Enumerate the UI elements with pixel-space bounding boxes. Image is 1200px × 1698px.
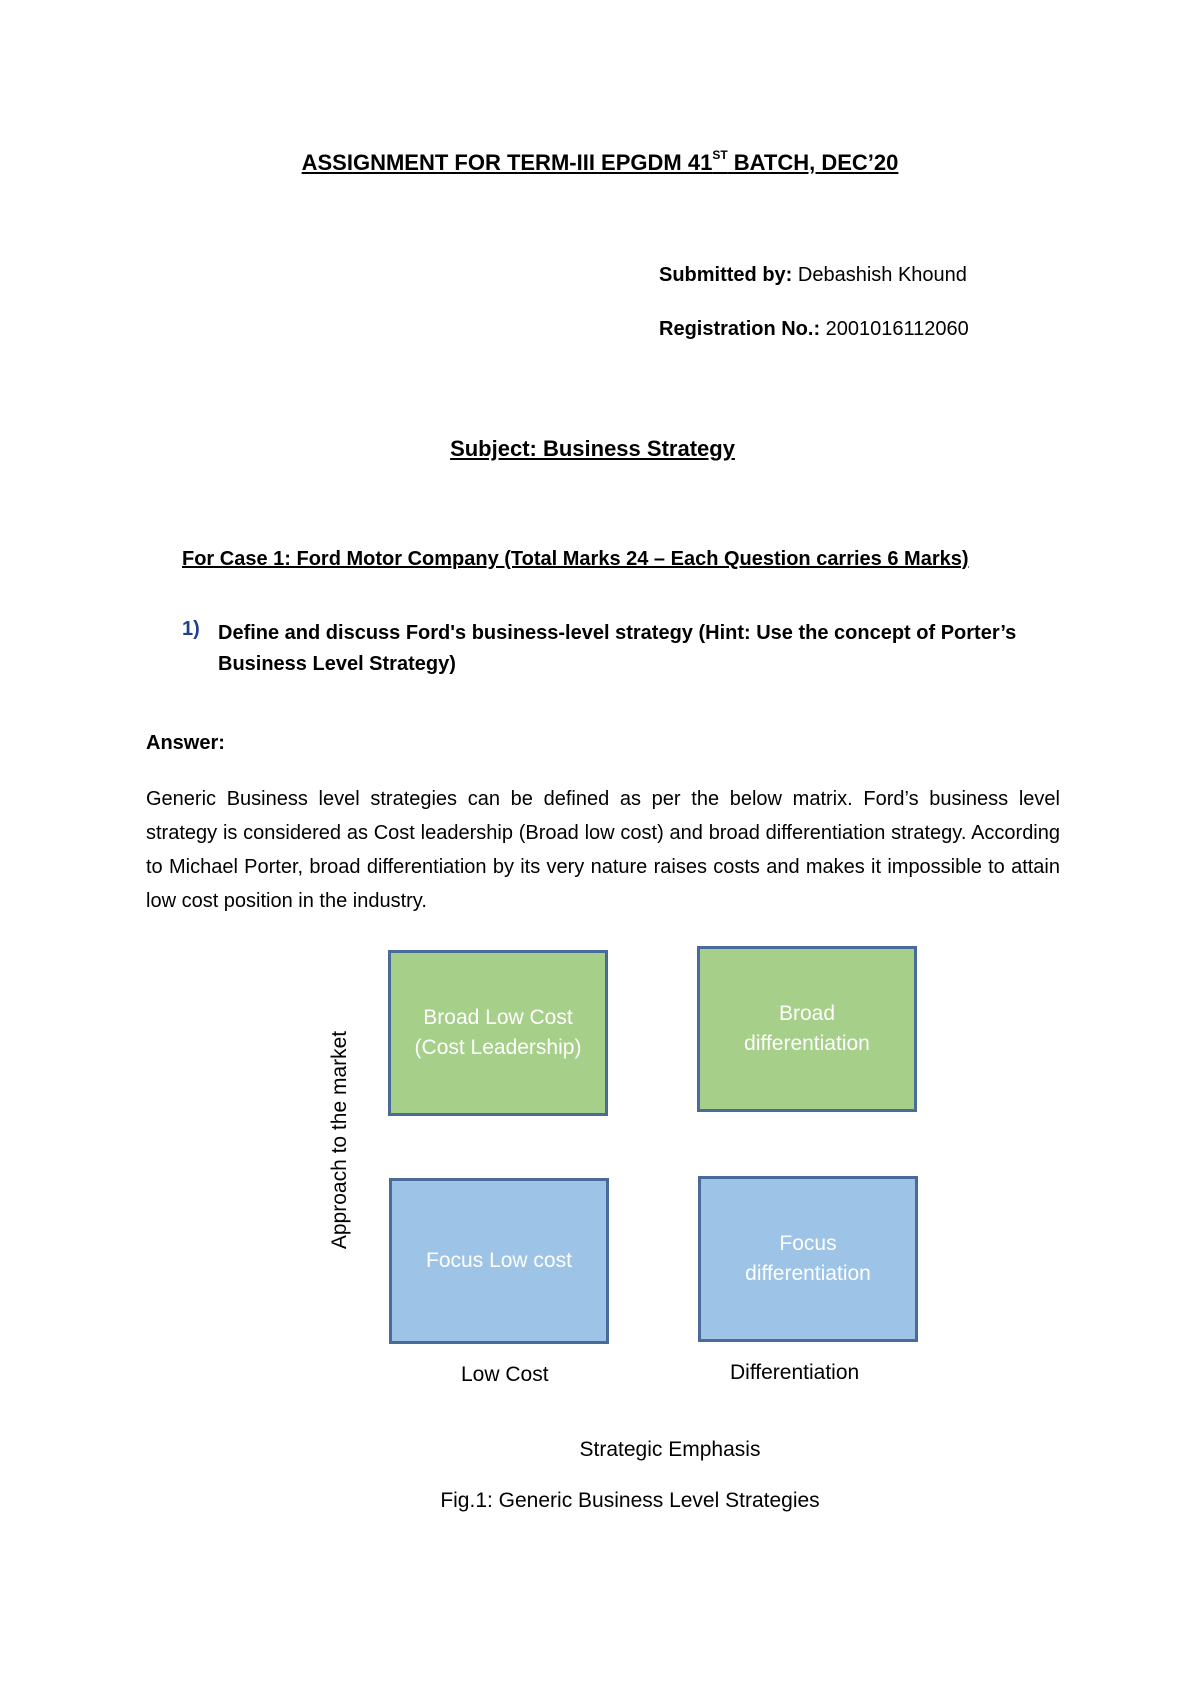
box-broad-differentiation <box>697 946 917 1112</box>
x-axis-label: Strategic Emphasis <box>579 1438 761 1461</box>
title-superscript: ST <box>712 148 728 162</box>
box-focus-differentiation-label: Focus differentiation <box>745 1232 871 1285</box>
box-focus-low-cost <box>389 1178 609 1344</box>
registration-value: 2001016112060 <box>820 318 969 340</box>
title-prefix: ASSIGNMENT FOR TERM-III EPGDM 41 <box>301 150 713 175</box>
answer-paragraph: Generic Business level strategies can be defined as per the below matrix. Ford’s business level strategy is considered as Cost leadership (Broad low cost) and broad differentiation strategy. According to Michael Porter, broad differentiation by its very nature raises costs and makes it impossible to attain low cost position in the industry. <box>146 788 1060 912</box>
question-number: 1) <box>182 618 200 640</box>
x-tick-low-cost: Low Cost <box>461 1363 549 1386</box>
registration-label: Registration No.: <box>659 318 821 340</box>
box-broad-low-cost-label: Broad Low Cost (Cost Leadership) <box>414 1006 582 1059</box>
title-suffix: BATCH, DEC’20 <box>727 150 899 175</box>
box-focus-differentiation <box>698 1176 918 1342</box>
registration-line <box>659 318 969 341</box>
case-heading: For Case 1: Ford Motor Company (Total Marks 24 – Each Question carries 6 Marks) <box>182 548 969 570</box>
box-broad-low-cost <box>388 950 608 1116</box>
answer-label: Answer: <box>146 732 225 754</box>
document-title <box>0 150 1200 176</box>
subject-heading: Subject: Business Strategy <box>450 436 735 461</box>
question-text: Define and discuss Ford's business-level strategy (Hint: Use the concept of Porter’s Business Level Strategy) <box>218 622 1017 675</box>
x-tick-differentiation: Differentiation <box>730 1361 860 1384</box>
submitted-by-label: Submitted by: <box>659 264 793 286</box>
submitted-by-line <box>659 264 967 287</box>
box-broad-differentiation-label: Broad differentiation <box>744 1002 870 1055</box>
box-focus-low-cost-label: Focus Low cost <box>426 1249 572 1272</box>
submitted-by-value: Debashish Khound <box>792 264 967 286</box>
y-axis-label: Approach to the market <box>328 1030 351 1250</box>
figure-caption: Fig.1: Generic Business Level Strategies <box>440 1489 820 1512</box>
